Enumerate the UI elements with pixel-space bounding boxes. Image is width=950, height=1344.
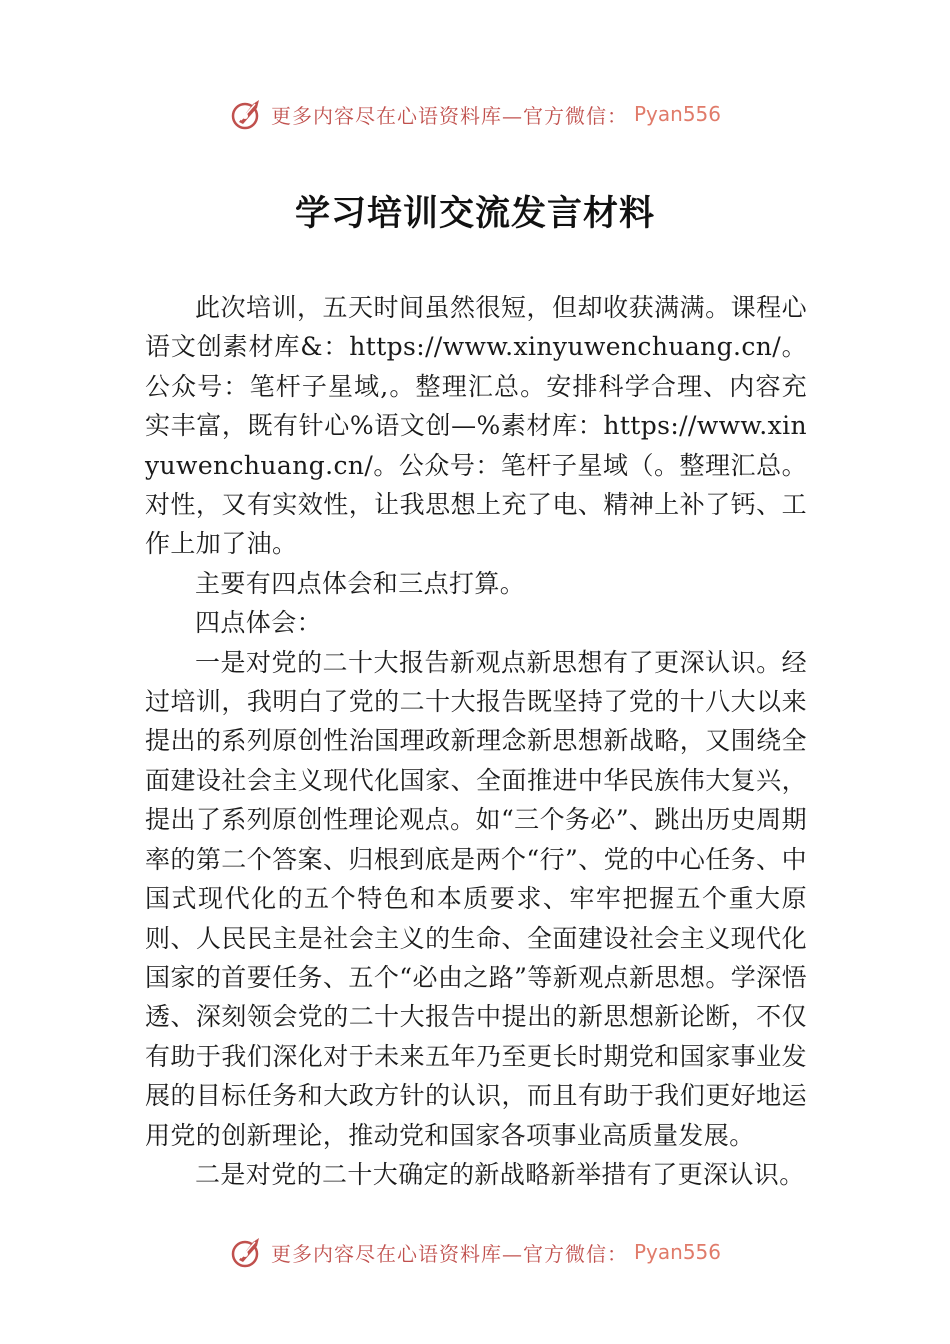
body-paragraph: 一是对党的二十大报告新观点新思想有了更深认识。经过培训，我明白了党的二十大报告既坚持了党的十八大以来提出的系列原创性治国理政新理念新思想新战略，又围绕全面建设社会主义现代化国家、全面推进中华民族伟大复兴， 提出了系列原创性理论观点。如“三个务必”、跳出历史周期率的第二个答案、归根到底是两个“行”、党的中心任务、中国式现代化的五个特色和本质要求、牢牢把握五个重大原则、人民民主是社会主义的生命、全面建设社会主义现代化国家的首要任务、五个“必由之路”等新观点新思想。学深悟透、深刻领会党的二十大报告中提出的新思想新论断，不仅有助于我们深化对于未来五年乃至更长时期党和国家事业发展的目标任务和大政方针的认识，而且有助于我们更好地运用党的创新理论，推动党和国家各项事业高质量发展。 — [145, 647, 807, 1150]
watermark-contact: Pyan556 — [633, 102, 721, 126]
watermark-text: 更多内容尽在心语资料库—官方微信： — [270, 103, 628, 128]
footer-watermark — [0, 1232, 950, 1272]
watermark-contact: Pyan556 — [633, 1240, 721, 1264]
header-watermark — [0, 94, 950, 134]
body-paragraph: 此次培训，五天时间虽然很短，但却收获满满。课程心语文创素材库&：https://www.xinyuwenchuang.cn/。公众号：笔杆子星域,。整理汇总。安排科学合理、内容充实丰富，既有针心%语文创—%素材库：https://www.xinyuwenchuang.cn/。公众号：笔杆子星域（。整理汇总。对性，又有实效性，让我思想上充了电、精神上补了钙、工作上加了油。 — [145, 293, 807, 559]
document-body — [145, 288, 807, 1194]
body-paragraph: 四点体会： — [195, 608, 323, 638]
pen-nib-logo-icon — [229, 96, 265, 132]
watermark-text: 更多内容尽在心语资料库—官方微信： — [270, 1241, 628, 1266]
body-paragraph: 主要有四点体会和三点打算。 — [195, 568, 526, 598]
document-title: 学习培训交流发言材料 — [294, 193, 655, 234]
pen-nib-logo-icon — [229, 1234, 265, 1270]
body-paragraph: 二是对党的二十大确定的新战略新举措有了更深认识。 — [195, 1159, 805, 1189]
